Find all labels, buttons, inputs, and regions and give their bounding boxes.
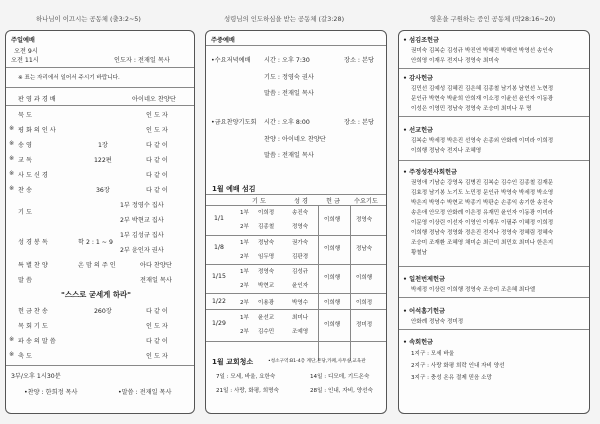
duty-scripture: 정영숙 [292, 224, 309, 230]
duty-wed: 정영숙 [356, 217, 373, 223]
order-value: 36장 [96, 187, 110, 194]
divider [206, 293, 386, 294]
order-item: 헌 금 찬 송 [18, 308, 48, 315]
special-team: 아다 찬양단 [140, 262, 172, 269]
scripture-ref: 학 2 : 1 ~ 9 [78, 239, 113, 246]
divider [6, 105, 194, 106]
divider [350, 205, 351, 361]
duty-part: 1부 [240, 315, 249, 321]
duty-prayer: 윤선교 [258, 315, 275, 321]
order-who: 다 같 이 [146, 157, 168, 164]
duty-wed: 이희정 [356, 300, 373, 306]
divider [399, 297, 589, 298]
stand-mark: ※ [9, 351, 15, 358]
divider [206, 194, 386, 195]
sunday-title: 주일예배 [11, 37, 35, 44]
divider [6, 365, 194, 366]
duty-prayer: 정남숙 [258, 240, 275, 246]
scripture-2: 2부 윤인자 권사 [120, 247, 164, 254]
order-value: 1장 [98, 142, 108, 149]
prayer-label: 기 도 [18, 209, 32, 216]
special-label: 특 별 찬 양 [18, 262, 48, 269]
stand-mark: ※ [9, 170, 15, 177]
wed-prayer: 기도 : 정영숙 권사 [264, 74, 314, 81]
divider [399, 266, 589, 267]
offering-title: • 어석홈기헌금 [403, 308, 445, 315]
offering-line: 황철남 [411, 250, 428, 256]
duty-part: 2부 [240, 329, 249, 335]
prayer-2: 2부 박현교 집사 [120, 217, 164, 224]
divider [6, 67, 194, 68]
offering-title: • 감사헌금 [403, 75, 434, 82]
order-who: 인 도 자 [146, 323, 168, 330]
offering-title: • 주정성전사회헌금 [403, 169, 457, 176]
duty-head-prayer: 기 도 [252, 198, 266, 205]
duty-prayer: 정영숙 [258, 269, 275, 275]
cleaning-week1: 7일 : 모세, 바울, 요한숙 [216, 374, 276, 380]
offering-line: 권영애 기남순 강영옥 김병진 김복순 김수인 김종철 김재문 [411, 180, 554, 186]
duty-scripture: 권가숙 [292, 240, 309, 246]
order-value: 260장 [94, 308, 112, 315]
offering-line: 1지구 : 모세 바울 [411, 351, 455, 357]
duty-offering: 이희행 [324, 322, 341, 328]
duty-scripture: 박영수 [292, 300, 309, 306]
fri-word: 말씀 : 전재일 목사 [264, 152, 314, 159]
duty-scripture: 김성규 [292, 269, 309, 275]
duty-wed: 정미정 [356, 322, 373, 328]
duty-scripture: 송진숙 [292, 210, 309, 216]
worship-heading: 판 영 과 경 배 [18, 96, 56, 103]
offering-title: • 일천번제헌금 [403, 276, 445, 283]
third-service: 3부/오후 1시30분 [11, 373, 61, 380]
offering-line: 안희영 이재우 전지나 정영숙 최미숙 [411, 58, 500, 64]
stand-mark: ※ [9, 125, 15, 132]
stand-mark: ※ [9, 336, 15, 343]
divider [399, 329, 589, 330]
order-who: 다 같 이 [146, 172, 168, 179]
stand-mark: ※ [9, 155, 15, 162]
duty-scripture: 김판경 [292, 254, 309, 260]
offering-line: 조승미 조재환 조혜영 채미순 최근미 최민호 최미나 한은지 [411, 240, 554, 246]
offering-line: 박은지 박영수 박현교 박종기 박판순 손종익 송기한 송진숙 [411, 200, 554, 206]
duty-part: 2부 [240, 283, 249, 289]
duty-date: 1/22 [212, 298, 226, 305]
sunday-worship-panel [5, 30, 195, 414]
duty-title: 1월 예배 섬김 [212, 185, 256, 193]
order-who: 인 도 자 [146, 127, 168, 134]
duty-prayer: 김수민 [258, 329, 275, 335]
header-center: 성령님의 인도하심을 받는 공동체 (갈3:28) [224, 15, 345, 23]
duty-offering: 이희행 [324, 217, 341, 223]
offering-line: 이희행 정남숙 정영화 정은진 전지나 정영숙 정혜림 정혜숙 [411, 230, 554, 236]
order-item: 평 화 의 인 사 [18, 127, 56, 134]
offering-title: • 속회헌금 [403, 339, 434, 346]
duty-part: 2부 [240, 300, 249, 306]
divider [399, 116, 589, 117]
divider [206, 264, 386, 265]
third-sermon: •말씀 : 전재일 목사 [118, 389, 172, 396]
divider [6, 87, 194, 88]
order-who: 다 같 이 [146, 142, 168, 149]
offering-line: 김효정 남기봉 노기도 노민정 문인규 박영숙 박세정 박소영 [411, 190, 554, 196]
order-who: 다 같 이 [146, 187, 168, 194]
cleaning-area: •청소구역:B1-4층 계단,본당,카페,사무실,교육관 [268, 359, 366, 364]
duty-part: 2부 [240, 224, 249, 230]
fri-time: 시간 : 오후 8:00 [264, 119, 310, 126]
duty-prayer: 임두명 [258, 254, 275, 260]
worship-team: 아이네오 찬양단 [132, 96, 176, 103]
order-who: 다 같 이 [146, 308, 168, 315]
order-item: 목 회 기 도 [18, 323, 48, 330]
leader: 인도자 : 전재일 목사 [114, 57, 170, 64]
duty-head-scripture: 성 경 [294, 198, 308, 205]
offering-line: 3지구 : 충성 온유 절제 믿음 소망 [411, 375, 492, 381]
order-item: 송 영 [18, 142, 32, 149]
duty-offering: 이희행 [324, 275, 341, 281]
offering-line: 이희행 정남숙 전지나 조혜영 [411, 148, 482, 154]
order-who: 다 같 이 [146, 338, 168, 345]
wed-time: 시간 : 오후 7:30 [264, 57, 310, 64]
duty-offering: 이희행 [324, 246, 341, 252]
duty-date: 1/1 [214, 215, 224, 222]
time-second: 오전 11시 [11, 57, 39, 64]
duty-prayer: 김종철 [258, 224, 275, 230]
cleaning-week2: 14일 : 디모데, 기드온숙 [310, 374, 370, 380]
duty-part: 1부 [240, 269, 249, 275]
duty-date: 1/29 [212, 320, 226, 327]
order-item: 사 도 신 경 [18, 172, 48, 179]
offering-title: • 선교헌금 [403, 127, 434, 134]
special-song: 온 맘 의 주 인 [78, 262, 116, 269]
offering-line: 김복순 박세정 박은진 선영숙 손종외 안화례 이미라 이희정 [411, 138, 554, 144]
duty-scripture: 조예영 [292, 329, 309, 335]
offering-line: 이성은 이영민 정남숙 정영숙 조승미 최미나 무 명 [411, 106, 532, 112]
offering-title: • 섬김조헌금 [403, 37, 439, 44]
wed-word: 말씀 : 전재일 목사 [264, 90, 314, 97]
divider [206, 309, 386, 310]
duty-prayer: 박현교 [258, 283, 275, 289]
duty-head-offering: 헌 금 [326, 198, 340, 205]
third-praise: •찬양 : 한희정 목사 [24, 389, 78, 396]
cleaning-title: 1월 교회청소 [212, 358, 254, 366]
divider [399, 160, 589, 161]
sermon-preacher: 전재일 목사 [140, 277, 172, 284]
duty-part: 1부 [240, 210, 249, 216]
divider [206, 235, 386, 236]
duty-part: 1부 [240, 240, 249, 246]
duty-wed: 정남숙 [356, 246, 373, 252]
order-item: 찬 송 [18, 187, 32, 194]
cleaning-week4: 28일 : 인내, 자비, 양선숙 [310, 388, 373, 394]
duty-date: 1/8 [214, 244, 224, 251]
offering-line: 2지구 : 사랑 화평 희락 인내 자비 양선 [411, 363, 505, 369]
order-who: 인 도 자 [146, 112, 168, 119]
duty-scripture: 윤인자 [292, 283, 309, 289]
divider [399, 68, 589, 69]
duty-head-wed: 수요기도 [354, 198, 378, 205]
order-item: 묵 도 [18, 112, 32, 119]
offering-line: 이문영 이상린 이선자 이영인 이재우 이필주 이혜정 이희정 [411, 220, 554, 226]
order-value: 122편 [94, 157, 112, 164]
offering-line: 박세정 이상린 이희행 정영숙 조승미 조은혜 최다엘 [411, 287, 536, 293]
time-first: 오전 9시 [14, 48, 38, 55]
offering-line: 김민선 김예성 김혜진 김은혜 김종철 남기봉 남현선 노현정 [411, 86, 554, 92]
duty-date: 1/15 [212, 273, 226, 280]
stand-mark: ※ [9, 140, 15, 147]
weekday-title: 주중예배 [211, 37, 235, 44]
divider [206, 205, 386, 206]
fri-praise: 찬양 : 아이네오 찬양단 [264, 136, 326, 143]
duty-wed: 이희행 [356, 275, 373, 281]
fri-service: •금요찬양기도회 [211, 119, 257, 126]
divider [318, 205, 319, 361]
duty-prayer: 이용광 [258, 300, 275, 306]
wed-place: 장소 : 본당 [344, 57, 374, 64]
order-item: 교 독 [18, 157, 32, 164]
duty-scripture: 최미나 [292, 315, 309, 321]
offering-line: 권미숙 김복순 김성규 박진연 박혜진 박해연 박영선 송인숙 [411, 48, 554, 54]
scripture-label: 성 경 봉 독 [18, 239, 48, 246]
divider [206, 341, 386, 342]
scripture-1: 1부 김성규 집사 [120, 232, 164, 239]
duty-offering: 이희행 [324, 300, 341, 306]
sermon-label: 말 씀 [18, 277, 32, 284]
order-item: 축 도 [18, 353, 32, 360]
fri-place: 장소 : 본당 [344, 119, 374, 126]
order-item: 파 송 의 말 씀 [18, 338, 56, 345]
order-who: 인 도 자 [146, 353, 168, 360]
cleaning-week3: 21일 : 사랑, 화평, 희명숙 [216, 388, 279, 394]
divider [206, 45, 386, 46]
offering-line: 문인규 박현숙 박윤희 안희재 이소정 이윤선 윤인자 이동광 [411, 96, 554, 102]
duty-part: 2부 [240, 254, 249, 260]
prayer-1: 1부 정영수 집사 [120, 202, 164, 209]
header-left: 하나님이 이끄시는 공동체 (출3:2~5) [36, 15, 141, 23]
stand-mark: ※ [9, 185, 15, 192]
sermon-title: "스스로 굳세게 하라" [61, 290, 131, 299]
standing-note: ※ 표는 자리에서 일어서 주시기 바랍니다. [18, 75, 120, 81]
offering-line: 송은애 안모정 안화례 이은정 유재민 윤인자 이동광 이미라 [411, 210, 554, 216]
offering-line: 안화례 정남숙 정미정 [411, 319, 464, 325]
wed-service: •수요저녁예배 [211, 57, 251, 64]
header-right: 영혼을 구원하는 증인 공동체 (막28:16~20) [430, 15, 556, 23]
offerings-panel [398, 30, 590, 414]
weekday-panel [205, 30, 387, 414]
duty-prayer: 이희정 [258, 210, 275, 216]
